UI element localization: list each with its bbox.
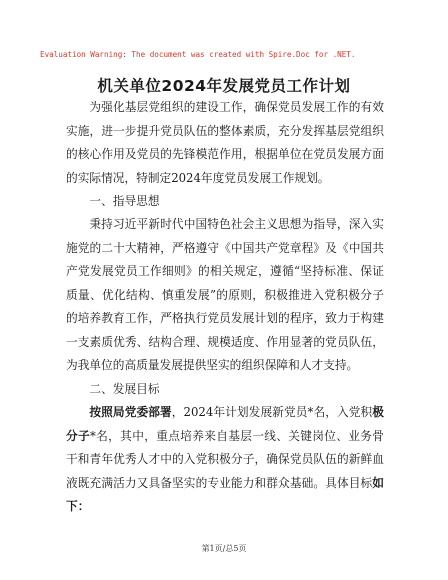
section-2-block — [66, 401, 384, 519]
section-2-heading: 二、发展目标 — [89, 382, 160, 396]
section-2-bold-tail: 如下： — [66, 475, 384, 513]
section-2-bold-mid: 极分子 — [66, 405, 384, 443]
intro-block — [66, 96, 384, 190]
section-2-bold-lead: 按照局党委部署 — [89, 405, 172, 419]
section-1-paragraph: 秉持习近平新时代中国特色社会主义思想为指导，深入实施党的二十大精神，严格遵守《中国共产党章程》及《中国共产党发展党员工作细则》的相关规定，遵循“坚持标准、保证质量、优化结构、慎重发展”的原则，积极推进入党积极分子的培养教育工作，严格执行党员发展计划的程序，致力于构建一支素质优秀、结构合理、规模适度、作用显著的党员队伍，为我单位的高质量发展提供坚实的组织保障和人才支持。 — [66, 217, 384, 372]
page-footer: 第1页/总5页 — [201, 544, 247, 553]
section-2-text-part1: ，2024年计划发展新党员*名，入党积 — [171, 405, 373, 419]
section-1-heading: 一、指导思想 — [89, 194, 160, 208]
evaluation-warning: Evaluation Warning: The document was created with Spire.Doc for .NET. — [40, 50, 356, 59]
section-1-heading-block — [66, 190, 384, 214]
document-title: 机关单位2024年发展党员工作计划 — [97, 77, 351, 95]
section-1-block — [66, 213, 384, 378]
section-2-paragraph — [66, 401, 384, 519]
section-2-heading-block — [66, 378, 384, 402]
section-2-text-part2: *名，其中，重点培养来自基层一线、关键岗位、业务骨干和青年优秀人才中的入党积极分子，确保党员队伍的新鲜血液既充满活力又具备坚实的专业能力和群众基础。具体目标 — [66, 428, 384, 490]
intro-paragraph: 为强化基层党组织的建设工作，确保党员发展工作的有效实施，进一步提升党员队伍的整体素质，充分发挥基层党组织的核心作用及党员的先锋模范作用，根据单位在党员发展方面的实际情况，特制定2024年度党员发展工作规划。 — [66, 100, 384, 185]
